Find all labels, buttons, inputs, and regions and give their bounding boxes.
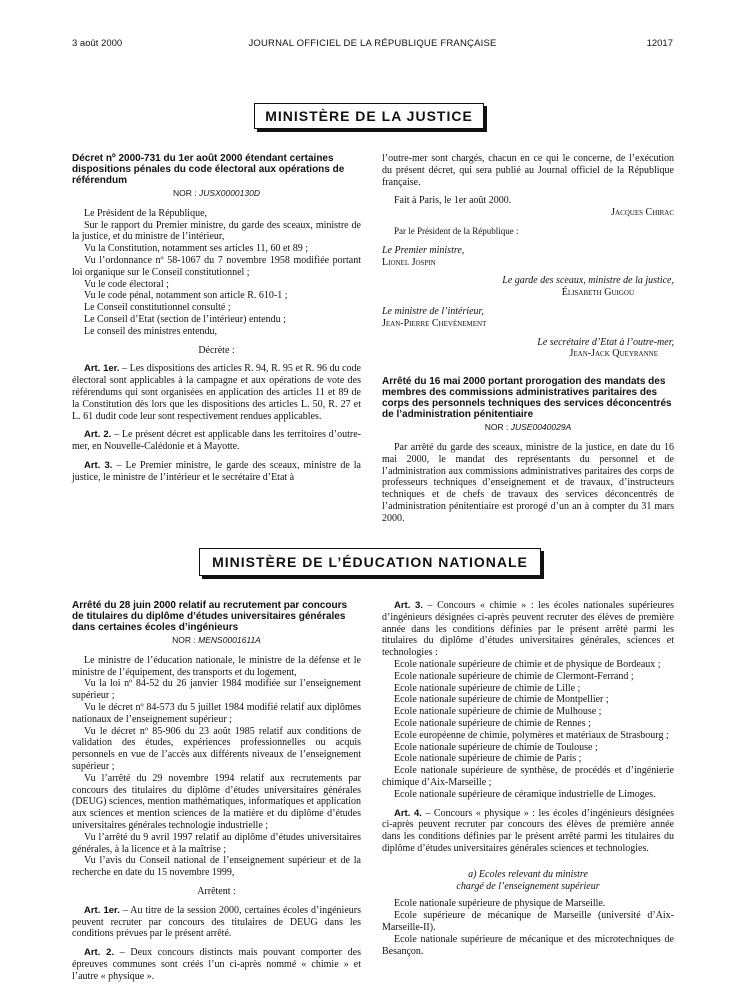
article-text: – Au titre de la session 2000, certaines écoles d’ingénieurs peuvent recruter par concours des titulaires de DEUG dans les conditions prévues par le présent arrêté.	[72, 904, 361, 940]
role-garde-des-sceaux: Le garde des sceaux, ministre de la justice,	[502, 275, 674, 287]
article-label: Art. 2.	[84, 947, 115, 959]
nor-label: NOR :	[484, 422, 509, 433]
article-text: – Le Premier ministre, le garde des sceaux, ministre de la justice, le ministre de l’intérieur et le secrétaire d’Etat à	[72, 459, 361, 483]
par-line: Par le Président de la République :	[394, 225, 519, 236]
name-ministre-interieur: Jean-Pierre Chevènement	[382, 317, 487, 329]
paragraph: Vu la loi nº 84-52 du 26 janvier 1984 modifiée sur l’enseignement supérieur ;	[72, 678, 361, 702]
school-item: Ecole nationale supérieure de chimie de Mulhouse ;	[394, 706, 602, 718]
role-secretaire-etat: Le secrétaire d’Etat à l’outre-mer,	[537, 336, 674, 348]
arretent-label: Arrêtent :	[197, 885, 236, 897]
page-header	[72, 38, 673, 52]
paragraph: Vu le décret nº 85-906 du 23 août 1985 relatif aux conditions de validation des études, expériences professionnelles ou acquis personnels en vue de l’accès aux différents niveaux de l’enseignement supérieur ;	[72, 725, 361, 772]
column-justice-decree	[72, 153, 361, 484]
subsection-heading-line2: chargé de l’enseignement supérieur	[456, 880, 600, 892]
paragraph: Le Conseil constitutionnel consulté ;	[84, 302, 231, 314]
page-number: 12017	[646, 38, 673, 49]
decree-continuation: l’outre-mer sont chargés, chacun en ce qui le concerne, de l’exécution du présent décret, qui sera publié au Journal officiel de la République française.	[382, 153, 674, 188]
column-education-continued	[382, 600, 674, 957]
article-label: Art. 1er.	[84, 363, 120, 375]
nor-code: JUSX0000130D	[199, 188, 260, 198]
paragraph: Vu l’arrêté du 9 avril 1997 relatif au diplôme d’études universitaires générales, à la licence et à la maîtrise ;	[72, 831, 361, 855]
article-label: Art. 4.	[394, 807, 422, 819]
nor-line	[382, 422, 674, 434]
role-premier-ministre: Le Premier ministre,	[382, 244, 465, 256]
school-item: Ecole nationale supérieure de chimie de Rennes ;	[394, 717, 591, 729]
school-item: Ecole nationale supérieure de chimie de Paris ;	[394, 753, 582, 765]
fait-line: Fait à Paris, le 1er août 2000.	[394, 195, 512, 207]
paragraph: Le ministre de l’éducation nationale, le ministre de la défense et le ministre de l’équipement, des transports et du logement,	[72, 654, 361, 678]
school-item: Ecole nationale supérieure de chimie et de physique de Bordeaux ;	[394, 658, 661, 670]
arrete-title: Arrêté du 28 juin 2000 relatif au recrutement par concours de titulaires du diplôme d’études universitaires générales dans certaines écoles d’ingénieurs	[72, 600, 348, 633]
journal-title: JOURNAL OFFICIEL DE LA RÉPUBLIQUE FRANÇAISE	[248, 38, 497, 49]
column-justice-continued	[382, 153, 674, 525]
school-item: Ecole nationale supérieure de mécanique et des microtechniques de Besançon.	[382, 933, 674, 957]
nor-line	[72, 635, 361, 647]
paragraph: Vu le décret nº 84-573 du 5 juillet 1984 modifié relatif aux diplômes nationaux de l’enseignement supérieur ;	[72, 701, 361, 725]
school-item: Ecole nationale supérieure de chimie de Lille ;	[394, 682, 581, 694]
decrete-label: Décrète :	[198, 344, 235, 356]
name-garde-des-sceaux: Élisabeth Guigou	[561, 287, 634, 299]
school-item: Ecole européenne de chimie, polymères et matériaux de Strasbourg ;	[394, 729, 669, 741]
name-secretaire-etat: Jean-Jack Queyranne	[569, 348, 658, 360]
name-premier-ministre: Lionel Jospin	[382, 256, 436, 268]
school-item: Ecole nationale supérieure de physique de Marseille.	[394, 898, 606, 910]
header-date: 3 août 2000	[72, 38, 123, 49]
article-text: – Le présent décret est applicable dans les territoires d’outre-mer, en Nouvelle-Calédonie et à Mayotte.	[72, 429, 361, 453]
article-3	[382, 600, 674, 659]
article-4	[382, 808, 674, 855]
paragraph: Le conseil des ministres entendu,	[84, 325, 218, 337]
article-text: – Les dispositions des articles R. 94, R. 95 et R. 96 du code électoral sont applicables à la campagne et aux opérations de vote des référendums qui sont organisées en application des articles 11 et 89 de la Constitution dès lors que les dispositions des articles L. 50, R. 27 et L. 61 dudit code leur sont respectivement rendues applicables.	[72, 363, 361, 422]
article-2	[72, 947, 361, 982]
paragraph: Vu la Constitution, notamment ses articles 11, 60 et 89 ;	[84, 243, 308, 255]
nor-label: NOR :	[172, 635, 196, 645]
nor-label: NOR :	[173, 188, 197, 198]
school-item: Ecole nationale supérieure de chimie de Toulouse ;	[394, 741, 598, 753]
paragraph: Vu le code électoral ;	[84, 278, 169, 290]
article-3	[72, 460, 361, 484]
signature-president: Jacques Chirac	[611, 207, 674, 219]
nor-code: JUSE0040029A	[510, 422, 572, 433]
paragraph: Vu l’ordonnance nº 58-1067 du 7 novembre 1958 modifiée portant loi organique sur le Conseil constitutionnel ;	[72, 254, 361, 278]
decree-title: Décret nº 2000-731 du 1er août 2000 étendant certaines dispositions pénales du code électoral aux opérations de référendum	[72, 153, 345, 186]
column-education-arrete	[72, 600, 361, 983]
school-item: Ecole nationale supérieure de chimie de Montpellier ;	[394, 694, 609, 706]
article-text: – Concours « physique » : les écoles d’ingénieurs désignées ci-après peuvent recruter par concours des élèves de première année dans les conditions définies par le présent arrêté parmi les titulaires du diplôme d’études universitaires générales sciences et technologies.	[382, 807, 674, 854]
school-item: Ecole supérieure de mécanique de Marseille (université d’Aix-Marseille-II).	[382, 910, 674, 933]
nor-line	[72, 188, 361, 200]
paragraph: Vu le code pénal, notamment son article R. 610-1 ;	[84, 290, 288, 302]
arrete-body: Par arrêté du garde des sceaux, ministre de la justice, en date du 16 mai 2000, le mandat des représentants du personnel et de l’administration aux commissions administratives paritaires des corps de professeurs techniques d’enseignement et de travaux, d’instructeurs techniques et de chefs de travaux des services déconcentrés de l’administration pénitentiaire est prorogé d’un an à compter du 31 mars 2000.	[382, 441, 674, 524]
article-1	[72, 905, 361, 940]
nor-code: MENS0001611A	[198, 635, 261, 645]
paragraph: Vu l’arrêté du 29 novembre 1994 relatif aux recrutements par concours des titulaires du diplôme d’études universitaires générales (DEUG) sciences, mention mathématiques, informatiques et application aux sciences et mention sciences de la matière et du diplôme d’études universitaires générales technologie industrielle ;	[72, 772, 361, 831]
article-text: – Concours « chimie » : les écoles nationales supérieures d’ingénieurs désignées ci-après peuvent recruter des élèves de première année dans les conditions définies par le présent arrêté parmi les titulaires du diplôme d’études universitaires générales, sciences et technologies :	[382, 600, 674, 659]
school-item: Ecole nationale supérieure de céramique industrielle de Limoges.	[394, 788, 656, 800]
paragraph: Vu l’avis du Conseil national de l’enseignement supérieur et de la recherche en date du 15 novembre 1999,	[72, 855, 361, 879]
subsection-heading-line1: a) Ecoles relevant du ministre	[468, 868, 588, 880]
article-2	[72, 429, 361, 453]
article-label: Art. 2.	[84, 429, 112, 441]
paragraph: Sur le rapport du Premier ministre, du garde des sceaux, ministre de la justice, et du ministre de l’intérieur,	[72, 219, 361, 243]
article-label: Art. 3.	[84, 459, 113, 471]
school-item: Ecole nationale supérieure de chimie de Clermont-Ferrand ;	[394, 670, 634, 682]
paragraph: Le Conseil d’Etat (section de l’intérieur) entendu ;	[84, 313, 286, 325]
arrete-title: Arrêté du 16 mai 2000 portant prorogation des mandats des membres des commissions administratives paritaires des corps des personnels techniques des services déconcentrés de l’administration pénitentiaire	[382, 376, 672, 421]
article-1	[72, 363, 361, 422]
ministry-justice-heading: MINISTÈRE DE LA JUSTICE	[254, 103, 484, 129]
article-text: – Deux concours distincts mais pouvant comporter des épreuves communes sont créés l’un ci-après nommé « chimie » et l’autre « physique ».	[72, 947, 361, 982]
ministry-education-heading: MINISTÈRE DE L’ÉDUCATION NATIONALE	[199, 548, 541, 576]
article-label: Art. 3.	[394, 600, 423, 611]
role-ministre-interieur: Le ministre de l’intérieur,	[382, 305, 484, 317]
article-label: Art. 1er.	[84, 904, 120, 916]
school-item: Ecole nationale supérieure de synthèse, de procédés et d’ingénierie chimique d’Aix-Marseille ;	[382, 765, 674, 788]
paragraph: Le Président de la République,	[84, 207, 208, 219]
